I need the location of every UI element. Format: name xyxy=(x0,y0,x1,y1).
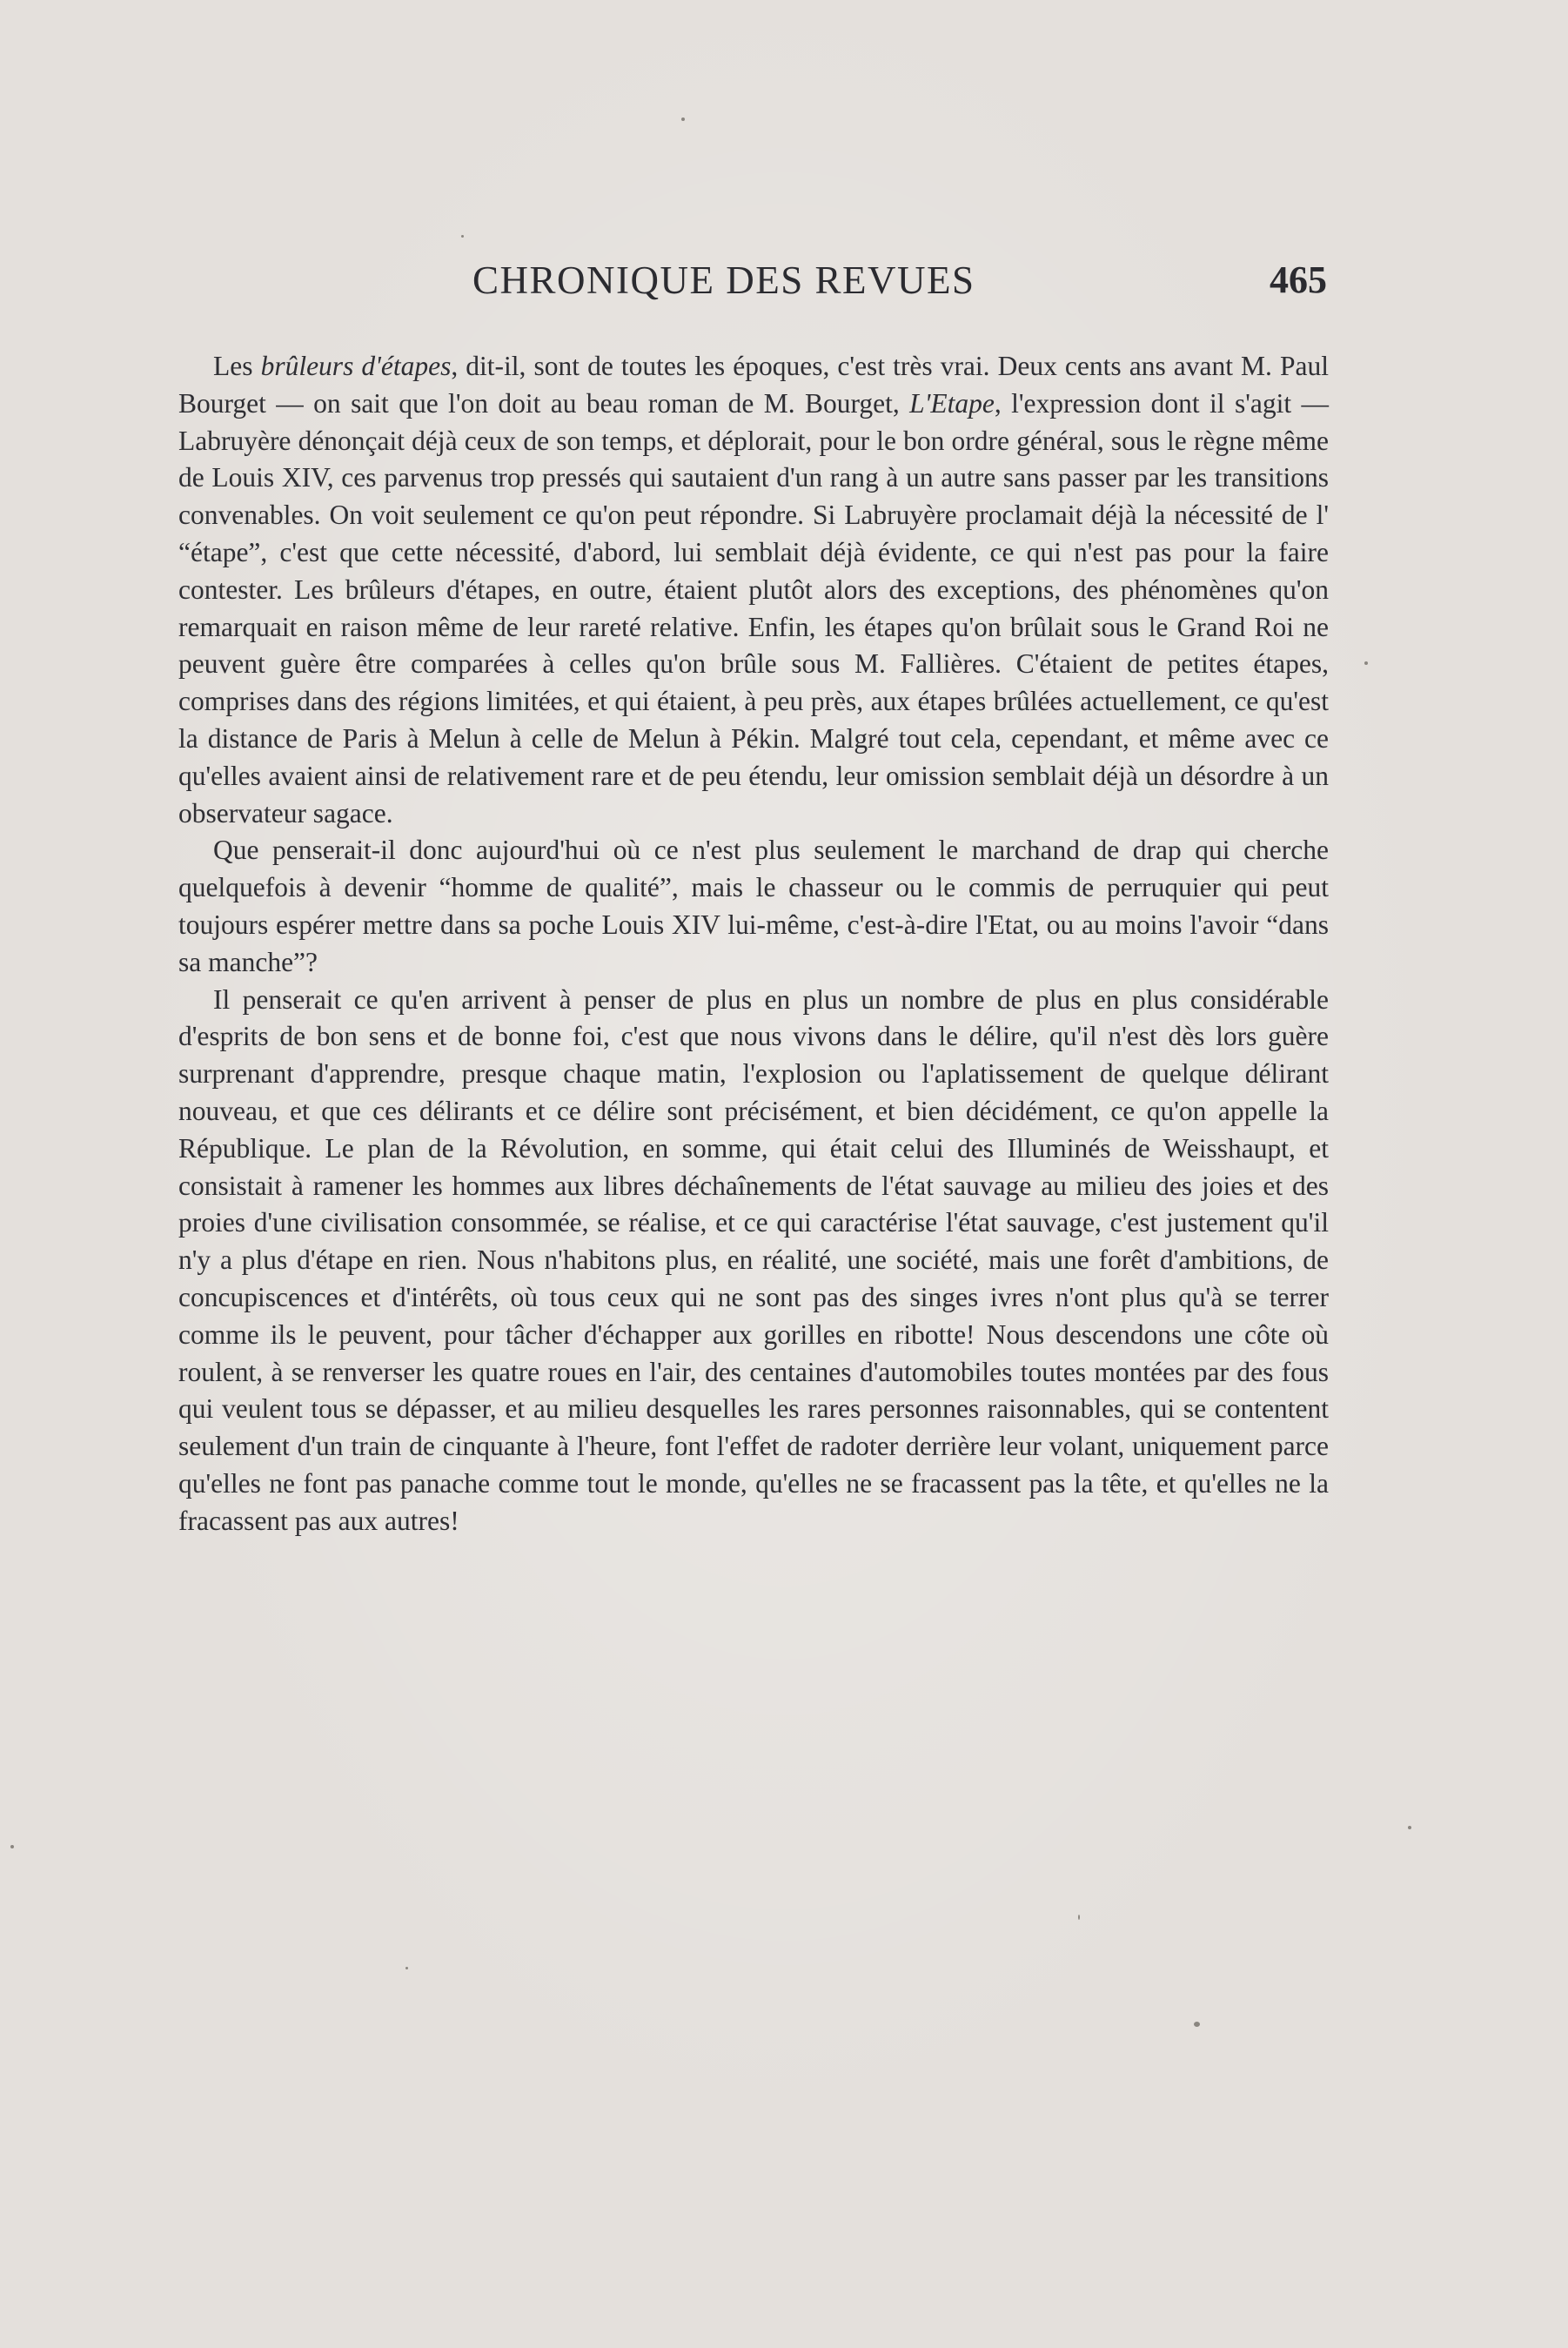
page-header xyxy=(178,258,1327,310)
paper-speck xyxy=(1194,2022,1200,2027)
paragraph-3: Il penserait ce qu'en arrivent à penser de plus en plus un nombre de plus en plus considérable d'esprits de bon sens et de bonne foi, c'est que nous vivons dans le délire, qu'il n'est dès lors guère surprenant d'apprendre, presque chaque matin, l'explosion ou l'aplatissement de quelque délirant nouveau, et que ces délirants et ce délire sont précisément, et bien décidément, ce qu'on appelle la République. Le plan de la Révolution, en somme, qui était celui des Illuminés de Weisshaupt, et consistait à ramener les hommes aux libres déchaînements de l'état sauvage au milieu des joies et des proies d'une civilisation consommée, se réalise, et ce qui caractérise l'état sauvage, c'est justement qu'il n'y a plus d'étape en rien. Nous n'habitons plus, en réalité, une société, mais une forêt d'ambitions, de concupiscences et d'intérêts, où tous ceux qui ne sont pas des singes ivres n'ont plus qu'à se terrer comme ils le peuvent, pour tâcher d'échapper aux gorilles en ribotte! Nous descendons une côte où roulent, à se renverser les quatre roues en l'air, des centaines d'automobiles toutes montées par des fous qui veulent tous se dépasser, et au milieu desquelles les rares personnes raisonnables, qui se contentent seulement d'un train de cinquante à l'heure, font l'effet de radoter derrière leur volant, uniquement parce qu'elles ne font pas panache comme tout le monde, qu'elles ne se fracassent pas la tête, et qu'elles ne la fracassent pas aux autres! xyxy=(178,983,1329,1536)
paper-speck xyxy=(461,235,464,238)
paper-speck xyxy=(405,1967,408,1969)
paragraph-1-book-title: L'Etape xyxy=(909,387,995,419)
body-text xyxy=(178,348,1329,1540)
paragraph-2: Que penserait-il donc aujourd'hui où ce n'est plus seulement le marchand de drap qui cherche quelquefois à devenir “homme de qualité”, mais le chasseur ou le commis de perruquier qui peut toujours espérer mettre dans sa poche Louis XIV lui-même, c'est-à-dire l'Etat, ou au moins l'avoir “dans sa manche”? xyxy=(178,835,1329,977)
page-number: 465 xyxy=(1270,258,1327,301)
paragraph-1-lead: Les xyxy=(213,351,261,381)
paper-speck xyxy=(10,1845,14,1848)
paragraph-1-middle: , dit-il, sont de toutes les époques, c'est très vrai. Deux cents ans avant M. Paul Bourget — on sait que l'on doit au beau roman de M. Bourget, xyxy=(178,351,1330,419)
paragraph-1-italic-term: brûleurs d'étapes xyxy=(260,351,452,381)
running-head: CHRONIQUE DES REVUES xyxy=(472,258,975,302)
paragraph-1-rest: , l'expression dont il s'agit — Labruyère dénonçait déjà ceux de son temps, et déplorait, pour le bon ordre général, sous le règne même de Louis XIV, ces parvenus trop pressés qui sautaient d'un rang à un autre sans passer par les transitions convenables. On voit seulement ce qu'on peut répondre. Si Labruyère proclamait déjà la nécessité de l' “étape”, c'est que cette nécessité, d'abord, lui semblait déjà évidente, ce qui n'est pas pour la faire contester. Les brûleurs d'étapes, en outre, étaient plutôt alors des exceptions, des phénomènes qu'on remarquait en raison même de leur rareté relative. Enfin, les étapes qu'on brûlait sous le Grand Roi ne peuvent guère être comparées à celles qu'on brûle sous M. Fallières. C'étaient de petites étapes, comprises dans des régions limitées, et qui étaient, à peu près, aux étapes brûlées actuellement, ce qu'est la distance de Paris à Melun à celle de Melun à Pékin. Malgré tout cela, cependant, et même avec ce qu'elles avaient ainsi de relativement rare et de peu étendu, leur omission semblait déjà un désordre à un observateur sagace. xyxy=(178,387,1329,829)
paper-speck xyxy=(1078,1915,1080,1920)
paper-speck xyxy=(1408,1826,1411,1829)
paper-speck xyxy=(1364,661,1368,665)
paragraph-1 xyxy=(178,348,1329,832)
paper-speck xyxy=(681,117,685,121)
